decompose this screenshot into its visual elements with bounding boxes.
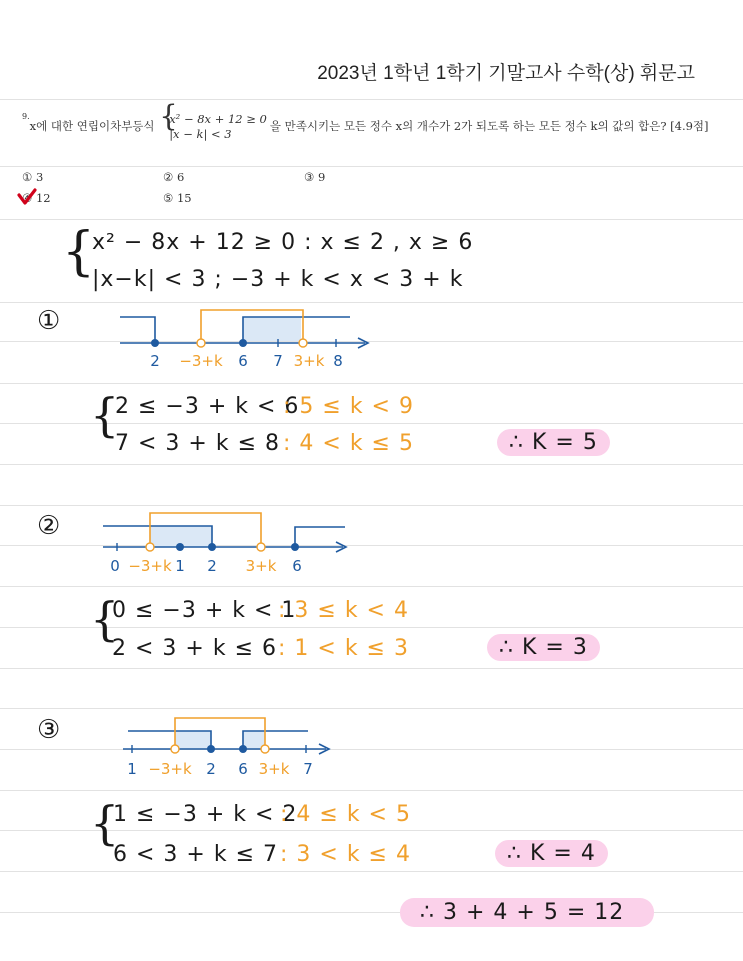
system-line-1: { x² − 8x + 12 ≥ 0 [169, 112, 267, 126]
solution-ineq-1: x² − 8x + 12 ≥ 0 : x ≤ 2 , x ≥ 6 [92, 230, 474, 255]
inequality-system [161, 112, 267, 142]
brace-system: { [62, 222, 96, 282]
case-3-result-2: : 3 < k ≤ 4 [280, 842, 411, 867]
number-line-case-2 [95, 505, 365, 577]
choice-5[interactable]: ⑤ 15 [163, 191, 192, 205]
case-1-cond-2: 7 < 3 + k ≤ 8 [115, 431, 280, 456]
case-3-cond-2: 6 < 3 + k ≤ 7 [113, 842, 278, 867]
case-2-cond-1: 0 ≤ −3 + k < 1 [112, 598, 297, 623]
choice-3[interactable]: ③ 9 [304, 170, 326, 184]
check-mark-icon [17, 188, 37, 206]
case-2-marker: ② [37, 511, 61, 541]
solution-ineq-2: |x−k| < 3 ; −3 + k < x < 3 + k [92, 267, 464, 292]
tick-label: 3+k [293, 352, 325, 370]
page-title: 2023년 1학년 1학기 기말고사 수학(상) 휘문고 [317, 63, 695, 84]
tick-label: 3+k [258, 760, 290, 778]
case-1-answer-pill: ∴ K = 5 [497, 429, 610, 456]
case-3-answer-pill: ∴ K = 4 [495, 840, 608, 867]
case-3-cond-1: 1 ≤ −3 + k < 2 [113, 802, 298, 827]
tick-label: 8 [333, 352, 343, 370]
case-1-result-2: : 4 < k ≤ 5 [283, 431, 414, 456]
case-2-answer [487, 634, 600, 661]
brace-case-3: { [90, 796, 120, 850]
final-answer [400, 898, 654, 927]
problem-statement [22, 112, 727, 142]
tick-label: −3+k [148, 760, 192, 778]
case-3-answer [495, 840, 608, 867]
tick-label: −3+k [128, 557, 172, 575]
tick-label: 0 [110, 557, 120, 575]
choice-1[interactable]: ① 3 [22, 170, 44, 184]
case-2-cond-2: 2 < 3 + k ≤ 6 [112, 636, 277, 661]
tick-label: 6 [292, 557, 302, 575]
system-line-2: |x − k| < 3 [169, 127, 232, 141]
tick-label: 2 [206, 760, 216, 778]
case-2-result-1: : 3 ≤ k < 4 [278, 598, 409, 623]
tick-label: 2 [207, 557, 217, 575]
tick-label: 6 [238, 760, 248, 778]
brace-case-1: { [90, 388, 120, 442]
tick-label: −3+k [179, 352, 223, 370]
tick-label: 1 [175, 557, 185, 575]
case-3-marker: ③ [37, 715, 61, 745]
case-1-result-1: : 5 ≤ k < 9 [283, 394, 414, 419]
problem-text-after: 을 만족시키는 모든 정수 x의 개수가 2가 되도록 하는 모든 정수 k의 값의 합은? [4.9점] [269, 119, 709, 133]
tick-label: 1 [127, 760, 137, 778]
tick-label: 2 [150, 352, 160, 370]
case-2-result-2: : 1 < k ≤ 3 [278, 636, 409, 661]
case-3-result-1: : 4 ≤ k < 5 [280, 802, 411, 827]
problem-text-before: x에 대한 연립이차부등식 [29, 119, 155, 133]
tick-label: 7 [273, 352, 283, 370]
number-line-case-1 [110, 300, 380, 372]
case-1-marker: ① [37, 306, 61, 336]
tick-label: 7 [303, 760, 313, 778]
tick-label: 3+k [245, 557, 277, 575]
final-answer-pill: ∴ 3 + 4 + 5 = 12 [400, 898, 654, 927]
number-line-case-3 [118, 710, 338, 782]
brace-case-2: { [90, 592, 120, 646]
tick-label: 6 [238, 352, 248, 370]
case-1-answer [497, 429, 610, 456]
choice-4[interactable]: ④ 12 [22, 191, 51, 205]
problem-number: 9. [22, 112, 30, 121]
case-1-cond-1: 2 ≤ −3 + k < 6 [115, 394, 300, 419]
case-2-answer-pill: ∴ K = 3 [487, 634, 600, 661]
choice-2[interactable]: ② 6 [163, 170, 185, 184]
